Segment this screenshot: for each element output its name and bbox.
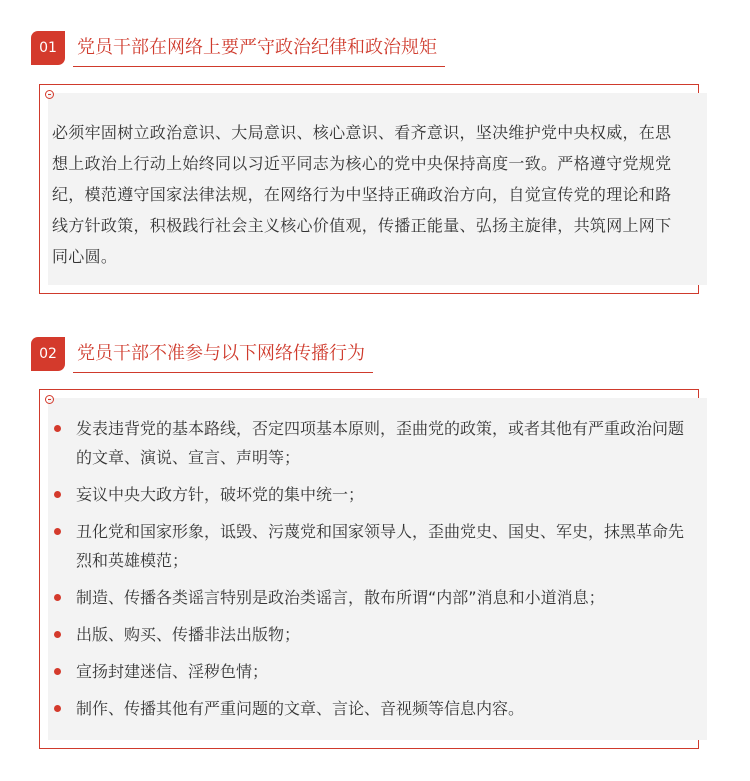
- list-item: [52, 694, 688, 723]
- bullet-dot-icon: [54, 528, 61, 535]
- bullet-dot-icon: [54, 491, 61, 498]
- list-item: [52, 517, 688, 575]
- list-item-text: 发表违背党的基本路线，否定四项基本原则，歪曲党的政策，或者其他有严重政治问题的文章、演说、宣言、声明等；: [76, 419, 685, 467]
- list-item-text: 出版、购买、传播非法出版物；: [76, 625, 301, 644]
- list-item-text: 妄议中央大政方针，破坏党的集中统一；: [76, 485, 365, 504]
- list-item: [52, 480, 688, 509]
- circle-minus-icon: [45, 395, 54, 404]
- bullet-dot-icon: [54, 631, 61, 638]
- section-title: 党员干部在网络上要严守政治纪律和政治规矩: [73, 36, 445, 67]
- section-1-header: [31, 29, 445, 67]
- bullet-dot-icon: [54, 425, 61, 432]
- list-item-text: 宣扬封建迷信、淫秽色情；: [76, 662, 269, 681]
- list-item-text: 制作、传播其他有严重问题的文章、言论、音视频等信息内容。: [76, 699, 525, 718]
- prohibited-behaviors-list: [52, 414, 688, 731]
- list-item-text: 丑化党和国家形象，诋毁、污蔑党和国家领导人，歪曲党史、国史、军史，抹黑革命先烈和英雄模范；: [76, 522, 685, 570]
- section-1-content-box: [39, 84, 699, 294]
- list-item-text: 制造、传播各类谣言特别是政治类谣言，散布所谓“内部”消息和小道消息；: [76, 588, 605, 607]
- list-item: [52, 414, 688, 472]
- bullet-dot-icon: [54, 594, 61, 601]
- circle-minus-icon: [45, 90, 54, 99]
- bullet-dot-icon: [54, 705, 61, 712]
- section-2-header: [31, 335, 373, 373]
- list-item: [52, 620, 688, 649]
- list-item: [52, 583, 688, 612]
- section-title: 党员干部不准参与以下网络传播行为: [73, 342, 373, 373]
- bullet-dot-icon: [54, 668, 61, 675]
- section-number-badge: 01: [31, 31, 65, 65]
- section-number-badge: 02: [31, 337, 65, 371]
- section-body-text: 必须牢固树立政治意识、大局意识、核心意识、看齐意识，坚决维护党中央权威，在思想上政治上行动上始终同以习近平同志为核心的党中央保持高度一致。严格遵守党规党纪，模范遵守国家法律法规，在网络行为中坚持正确政治方向，自觉宣传党的理论和路线方针政策，积极践行社会主义核心价值观，传播正能量、弘扬主旋律，共筑网上网下同心圆。: [52, 123, 672, 266]
- section-2-content-box: [39, 389, 699, 749]
- list-item: [52, 657, 688, 686]
